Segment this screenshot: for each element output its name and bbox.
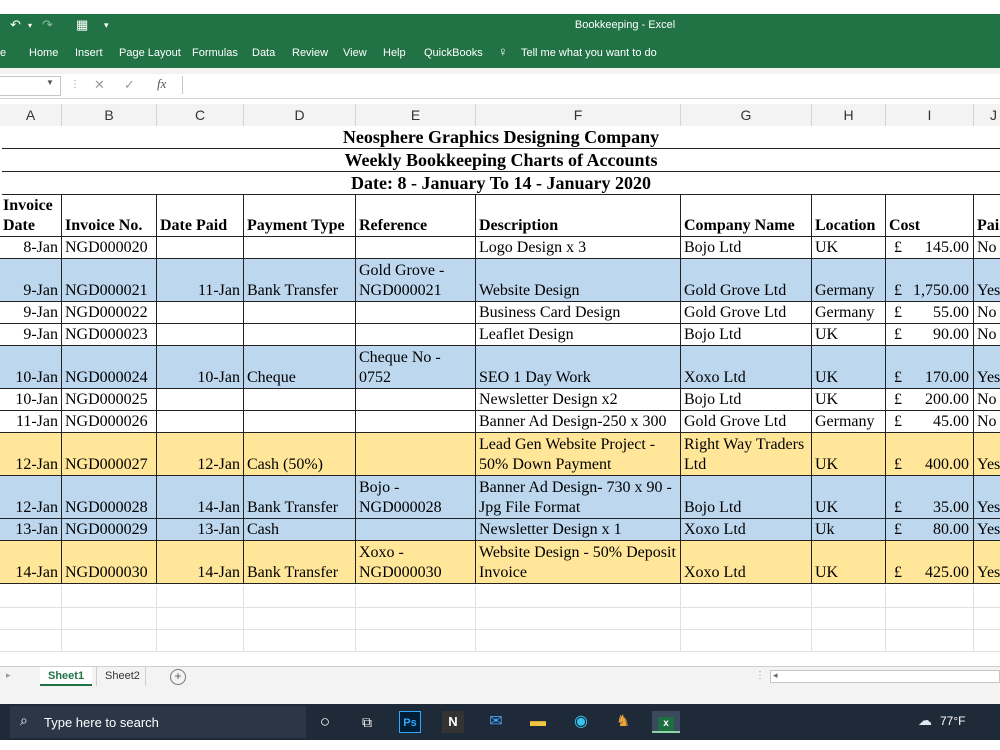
cell-location[interactable]: UK: [812, 324, 886, 346]
formula-input[interactable]: [182, 76, 1000, 94]
cell-description[interactable]: Business Card Design: [476, 302, 681, 324]
enter-icon[interactable]: ✓: [124, 77, 135, 92]
empty-cell[interactable]: [157, 608, 244, 630]
excel-taskbar-icon[interactable]: [652, 711, 680, 733]
empty-cell[interactable]: [0, 586, 62, 608]
cell-paid[interactable]: No: [974, 389, 1000, 411]
empty-cell[interactable]: [356, 608, 476, 630]
cell-description[interactable]: Banner Ad Design- 730 x 90 - Jpg File Format: [476, 476, 681, 519]
cost-value: 55.00: [933, 304, 969, 321]
cost-value: 425.00: [925, 564, 969, 581]
date-range[interactable]: Date: 8 - January To 14 - January 2020: [2, 172, 1000, 195]
company-title[interactable]: Neosphere Graphics Designing Company: [2, 126, 1000, 149]
layout-icon[interactable]: ▦: [76, 17, 89, 32]
empty-cell[interactable]: [62, 608, 157, 630]
cell-location[interactable]: UK: [812, 237, 886, 259]
table-row: [0, 411, 1000, 433]
app-game-icon[interactable]: ♞: [615, 713, 631, 730]
table-row: [0, 389, 1000, 411]
undo-icon[interactable]: ↶: [10, 17, 21, 32]
cell-invoice-date[interactable]: 14-Jan: [0, 541, 62, 584]
cell-invoice-no[interactable]: NGD000024: [62, 346, 157, 389]
cell-cost[interactable]: [886, 476, 974, 519]
cell-cost[interactable]: [886, 324, 974, 346]
header-payment-type[interactable]: Payment Type: [244, 195, 356, 237]
sheet-tab-bar: [0, 666, 1000, 687]
cell-reference[interactable]: [356, 411, 476, 433]
cell-location[interactable]: UK: [812, 541, 886, 584]
empty-cell[interactable]: [0, 630, 62, 652]
empty-cell[interactable]: [476, 630, 681, 652]
cell-payment-type[interactable]: [244, 324, 356, 346]
tab-quickbooks[interactable]: QuickBooks: [424, 47, 483, 59]
table-row: [0, 476, 1000, 519]
empty-cell[interactable]: [356, 630, 476, 652]
cell-invoice-no[interactable]: NGD000029: [62, 519, 157, 541]
cell-cost[interactable]: [886, 346, 974, 389]
table-row: [0, 324, 1000, 346]
cell-date-paid[interactable]: 14-Jan: [157, 541, 244, 584]
currency-symbol: £: [894, 413, 902, 430]
tab-sheet1[interactable]: Sheet1: [40, 667, 92, 686]
column-header-b[interactable]: B: [62, 104, 157, 126]
cell-location[interactable]: Germany: [812, 411, 886, 433]
search-icon: ⌕: [20, 712, 28, 728]
cell-cost[interactable]: [886, 259, 974, 302]
taskbar-search-box[interactable]: [10, 706, 306, 738]
empty-cell[interactable]: [974, 586, 1000, 608]
empty-cell[interactable]: [157, 586, 244, 608]
weather-cloud-icon: ☁: [918, 712, 932, 728]
cell-reference[interactable]: [356, 433, 476, 476]
cell-reference[interactable]: Xoxo - NGD000030: [356, 541, 476, 584]
empty-cell[interactable]: [0, 608, 62, 630]
tell-me-search[interactable]: Tell me what you want to do: [521, 47, 657, 59]
cell-location[interactable]: UK: [812, 476, 886, 519]
tab-view[interactable]: View: [343, 47, 367, 59]
empty-cell[interactable]: [244, 630, 356, 652]
cortana-icon[interactable]: ○: [319, 712, 331, 731]
tab-home[interactable]: Home: [29, 47, 59, 59]
table-row: [0, 519, 1000, 541]
cell-location[interactable]: UK: [812, 389, 886, 411]
cell-cost[interactable]: [886, 237, 974, 259]
cell-payment-type[interactable]: Cash (50%): [244, 433, 356, 476]
cell-description[interactable]: Newsletter Design x 1: [476, 519, 681, 541]
table-row: [0, 237, 1000, 259]
tab-help[interactable]: Help: [383, 47, 406, 59]
file-explorer-icon[interactable]: ▬: [530, 713, 546, 730]
more-options-icon: ⋮: [755, 670, 765, 681]
currency-symbol: £: [894, 282, 902, 299]
cell-invoice-no[interactable]: NGD000025: [62, 389, 157, 411]
cell-paid[interactable]: Yes: [974, 519, 1000, 541]
cell-cost[interactable]: [886, 411, 974, 433]
currency-symbol: £: [894, 369, 902, 386]
cell-company-name[interactable]: Gold Grove Ltd: [681, 259, 812, 302]
report-subtitle[interactable]: Weekly Bookkeeping Charts of Accounts: [2, 149, 1000, 172]
tab-sheet2[interactable]: Sheet2: [96, 667, 146, 686]
cell-invoice-no[interactable]: NGD000030: [62, 541, 157, 584]
column-header-d[interactable]: D: [244, 104, 356, 126]
cost-value: 80.00: [933, 521, 969, 538]
cell-payment-type[interactable]: [244, 389, 356, 411]
customize-toolbar-icon[interactable]: ▾: [104, 20, 109, 30]
lightbulb-icon: ♀: [498, 44, 508, 59]
cell-reference[interactable]: Gold Grove - NGD000021: [356, 259, 476, 302]
cost-value: 170.00: [925, 369, 969, 386]
cell-invoice-date[interactable]: 9-Jan: [0, 302, 62, 324]
cell-invoice-date[interactable]: 10-Jan: [0, 346, 62, 389]
empty-row: [0, 630, 1000, 652]
currency-symbol: £: [894, 239, 902, 256]
cell-invoice-no[interactable]: NGD000026: [62, 411, 157, 433]
empty-cell[interactable]: [476, 586, 681, 608]
windows-taskbar: [0, 704, 1000, 740]
header-company-name[interactable]: Company Name: [681, 195, 812, 237]
cell-invoice-no[interactable]: NGD000022: [62, 302, 157, 324]
tab-review[interactable]: Review: [292, 47, 329, 59]
cell-date-paid[interactable]: 12-Jan: [157, 433, 244, 476]
cell-cost[interactable]: [886, 519, 974, 541]
empty-cell[interactable]: [974, 608, 1000, 630]
tab-formulas[interactable]: Formulas: [192, 47, 238, 59]
table-header-row: [0, 195, 1000, 237]
cell-description[interactable]: Website Design - 50% Deposit Invoice: [476, 541, 681, 584]
cell-invoice-no[interactable]: NGD000027: [62, 433, 157, 476]
cell-date-paid[interactable]: [157, 411, 244, 433]
currency-symbol: £: [894, 326, 902, 343]
cell-paid[interactable]: Yes: [974, 433, 1000, 476]
screen-bezel-bottom: [0, 740, 1000, 750]
cancel-icon[interactable]: ✕: [94, 77, 105, 92]
currency-symbol: £: [894, 456, 902, 473]
file-tab-edge[interactable]: e: [0, 47, 7, 59]
cell-cost[interactable]: [886, 389, 974, 411]
column-header-a[interactable]: A: [0, 104, 62, 126]
table-row: [0, 259, 1000, 302]
cell-date-paid[interactable]: [157, 302, 244, 324]
add-sheet-icon[interactable]: +: [170, 669, 186, 685]
screen-bezel-top: [0, 0, 1000, 14]
cell-invoice-date[interactable]: 13-Jan: [0, 519, 62, 541]
weather-temperature[interactable]: 77°F: [940, 714, 966, 728]
cell-cost[interactable]: [886, 541, 974, 584]
cell-date-paid[interactable]: [157, 237, 244, 259]
task-view-icon[interactable]: ⧉: [362, 714, 372, 730]
scroll-left-icon[interactable]: ◂: [773, 670, 778, 680]
cell-invoice-date[interactable]: 12-Jan: [0, 433, 62, 476]
header-paid[interactable]: Pai: [974, 195, 1000, 237]
cell-invoice-date[interactable]: 9-Jan: [0, 324, 62, 346]
cell-invoice-no[interactable]: NGD000021: [62, 259, 157, 302]
formula-bar: [0, 74, 1000, 99]
cost-value: 45.00: [933, 413, 969, 430]
empty-cell[interactable]: [681, 586, 812, 608]
spreadsheet-grid: [0, 126, 1000, 666]
column-header-e[interactable]: E: [356, 104, 476, 126]
more-options-icon: ⋮: [70, 79, 80, 90]
cell-paid[interactable]: No: [974, 324, 1000, 346]
header-invoice-date[interactable]: Invoice Date: [0, 195, 62, 237]
cell-payment-type[interactable]: Cheque: [244, 346, 356, 389]
cell-invoice-date[interactable]: 10-Jan: [0, 389, 62, 411]
column-header-i[interactable]: I: [886, 104, 974, 126]
cell-date-paid[interactable]: 13-Jan: [157, 519, 244, 541]
tab-insert[interactable]: Insert: [75, 47, 103, 59]
mail-icon[interactable]: ✉: [489, 713, 503, 730]
empty-cell[interactable]: [157, 630, 244, 652]
cell-location[interactable]: Germany: [812, 302, 886, 324]
cell-invoice-no[interactable]: NGD000028: [62, 476, 157, 519]
cell-company-name[interactable]: Xoxo Ltd: [681, 519, 812, 541]
cell-payment-type[interactable]: Cash: [244, 519, 356, 541]
cell-company-name[interactable]: Xoxo Ltd: [681, 541, 812, 584]
empty-cell[interactable]: [681, 630, 812, 652]
cell-description[interactable]: Lead Gen Website Project - 50% Down Payment: [476, 433, 681, 476]
empty-cell[interactable]: [476, 608, 681, 630]
cell-paid[interactable]: No: [974, 411, 1000, 433]
table-row: [0, 433, 1000, 476]
cell-payment-type[interactable]: [244, 302, 356, 324]
cell-paid[interactable]: No: [974, 237, 1000, 259]
cell-description[interactable]: Newsletter Design x2: [476, 389, 681, 411]
app-n-icon[interactable]: N: [442, 711, 464, 733]
horizontal-scrollbar[interactable]: [770, 670, 1000, 683]
excel-icon: x: [658, 717, 674, 731]
cost-value: 35.00: [933, 499, 969, 516]
header-date-paid[interactable]: Date Paid: [157, 195, 244, 237]
ribbon-tabs: [0, 38, 1000, 68]
tab-data[interactable]: Data: [252, 47, 276, 59]
column-header-c[interactable]: C: [157, 104, 244, 126]
cell-company-name[interactable]: Bojo Ltd: [681, 476, 812, 519]
cell-paid[interactable]: No: [974, 302, 1000, 324]
cell-description[interactable]: Logo Design x 3: [476, 237, 681, 259]
header-location[interactable]: Location: [812, 195, 886, 237]
cell-reference[interactable]: [356, 302, 476, 324]
status-bar: [0, 686, 1000, 704]
cost-value: 90.00: [933, 326, 969, 343]
cell-payment-type[interactable]: Bank Transfer: [244, 541, 356, 584]
column-header-f[interactable]: F: [476, 104, 681, 126]
cell-company-name[interactable]: Gold Grove Ltd: [681, 411, 812, 433]
header-invoice-no[interactable]: Invoice No.: [62, 195, 157, 237]
cell-company-name[interactable]: Bojo Ltd: [681, 389, 812, 411]
cell-payment-type[interactable]: [244, 237, 356, 259]
cell-paid[interactable]: Yes: [974, 259, 1000, 302]
cell-description[interactable]: Banner Ad Design-250 x 300: [476, 411, 681, 433]
cost-value: 1,750.00: [913, 282, 969, 299]
photoshop-icon[interactable]: Ps: [399, 711, 421, 733]
cell-reference[interactable]: Cheque No - 0752: [356, 346, 476, 389]
cell-paid[interactable]: Yes: [974, 541, 1000, 584]
empty-cell[interactable]: [356, 586, 476, 608]
cell-reference[interactable]: [356, 519, 476, 541]
cell-paid[interactable]: Yes: [974, 346, 1000, 389]
table-row: [0, 346, 1000, 389]
window-title: Bookkeeping - Excel: [574, 19, 676, 31]
cell-location[interactable]: UK: [812, 433, 886, 476]
column-headers: [0, 104, 1000, 127]
cell-reference[interactable]: [356, 389, 476, 411]
tab-page-layout[interactable]: Page Layout: [119, 47, 181, 59]
table-row: [0, 302, 1000, 324]
cell-invoice-date[interactable]: 11-Jan: [0, 411, 62, 433]
cell-paid[interactable]: Yes: [974, 476, 1000, 519]
cell-company-name[interactable]: Right Way Traders Ltd: [681, 433, 812, 476]
empty-cell[interactable]: [974, 630, 1000, 652]
cell-reference[interactable]: [356, 324, 476, 346]
currency-symbol: £: [894, 304, 902, 321]
cell-invoice-date[interactable]: 8-Jan: [0, 237, 62, 259]
empty-row: [0, 608, 1000, 630]
cell-date-paid[interactable]: [157, 324, 244, 346]
currency-symbol: £: [894, 564, 902, 581]
cell-invoice-date[interactable]: 9-Jan: [0, 259, 62, 302]
empty-cell[interactable]: [886, 608, 974, 630]
cell-invoice-date[interactable]: 12-Jan: [0, 476, 62, 519]
cell-description[interactable]: Leaflet Design: [476, 324, 681, 346]
header-description[interactable]: Description: [476, 195, 681, 237]
empty-cell[interactable]: [62, 630, 157, 652]
title-bar: [0, 14, 1000, 38]
header-reference[interactable]: Reference: [356, 195, 476, 237]
cell-date-paid[interactable]: 10-Jan: [157, 346, 244, 389]
empty-cell[interactable]: [886, 630, 974, 652]
cell-reference[interactable]: [356, 237, 476, 259]
cell-location[interactable]: Uk: [812, 519, 886, 541]
cell-payment-type[interactable]: Bank Transfer: [244, 476, 356, 519]
cell-invoice-no[interactable]: NGD000023: [62, 324, 157, 346]
cell-company-name[interactable]: Bojo Ltd: [681, 324, 812, 346]
empty-cell[interactable]: [886, 586, 974, 608]
empty-cell[interactable]: [812, 630, 886, 652]
column-header-j[interactable]: J: [974, 104, 1000, 126]
column-header-g[interactable]: G: [681, 104, 812, 126]
empty-row: [0, 586, 1000, 608]
cell-payment-type[interactable]: Bank Transfer: [244, 259, 356, 302]
cell-description[interactable]: SEO 1 Day Work: [476, 346, 681, 389]
cell-date-paid[interactable]: 11-Jan: [157, 259, 244, 302]
scroll-tabs-left-icon[interactable]: ▸: [6, 670, 11, 680]
cost-value: 145.00: [925, 239, 969, 256]
cell-company-name[interactable]: Bojo Ltd: [681, 237, 812, 259]
cell-company-name[interactable]: Gold Grove Ltd: [681, 302, 812, 324]
empty-cell[interactable]: [681, 608, 812, 630]
cell-reference[interactable]: Bojo - NGD000028: [356, 476, 476, 519]
currency-symbol: £: [894, 499, 902, 516]
currency-symbol: £: [894, 391, 902, 408]
table-row: [0, 541, 1000, 584]
cell-payment-type[interactable]: [244, 411, 356, 433]
header-cost[interactable]: Cost: [886, 195, 974, 237]
chevron-down-icon[interactable]: ▼: [46, 78, 54, 87]
cell-company-name[interactable]: Xoxo Ltd: [681, 346, 812, 389]
empty-cell[interactable]: [812, 608, 886, 630]
edge-browser-icon[interactable]: ◉: [574, 713, 588, 730]
empty-cell[interactable]: [62, 586, 157, 608]
empty-cell[interactable]: [244, 608, 356, 630]
currency-symbol: £: [894, 521, 902, 538]
cell-cost[interactable]: [886, 433, 974, 476]
empty-cell[interactable]: [812, 586, 886, 608]
cell-cost[interactable]: [886, 302, 974, 324]
cell-location[interactable]: Germany: [812, 259, 886, 302]
search-placeholder: Type here to search: [44, 715, 159, 730]
cost-value: 400.00: [925, 456, 969, 473]
insert-function-icon[interactable]: fx: [157, 76, 167, 91]
cell-invoice-no[interactable]: NGD000020: [62, 237, 157, 259]
cost-value: 200.00: [925, 391, 969, 408]
undo-dropdown-icon[interactable]: ▾: [28, 21, 33, 30]
cell-date-paid[interactable]: 14-Jan: [157, 476, 244, 519]
cell-date-paid[interactable]: [157, 389, 244, 411]
cell-description[interactable]: Website Design: [476, 259, 681, 302]
cell-location[interactable]: UK: [812, 346, 886, 389]
empty-cell[interactable]: [244, 586, 356, 608]
column-header-h[interactable]: H: [812, 104, 886, 126]
redo-icon[interactable]: ↷: [42, 17, 53, 32]
